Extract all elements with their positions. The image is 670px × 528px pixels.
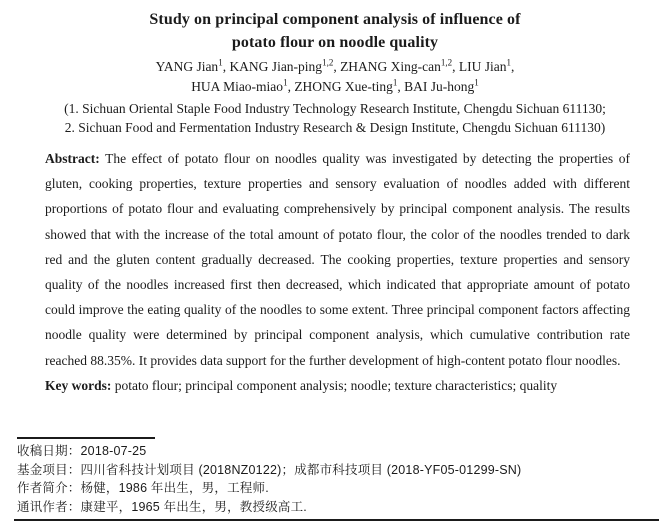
footnote-text: 康建平，1965 年出生，男，教授级高工. [80, 499, 307, 514]
footnotes-block [17, 442, 657, 516]
footnote-row-received-date [17, 442, 657, 461]
title-line-1: Study on principal component analysis of influence of [149, 11, 521, 28]
footnote-label: 作者简介： [17, 481, 81, 496]
author-superscript: 1,2 [322, 57, 334, 68]
author-name: LIU Jian [458, 59, 507, 74]
footnote-row-author-bio [17, 479, 657, 498]
footnote-label: 通讯作者： [17, 499, 81, 514]
footnote-separator-rule [17, 437, 155, 439]
paper-title [0, 8, 670, 54]
footnote-label: 基金项目： [17, 462, 81, 477]
abstract-section [45, 146, 630, 398]
author-name: ZHANG Xing-can [340, 59, 441, 74]
author-name: ZHONG Xue-ting [294, 79, 393, 94]
footnote-text: 四川省科技计划项目 (2018NZ0122)；成都市科技项目 (2018-YF05-01299-SN) [80, 462, 522, 477]
footnote-label: 收稿日期： [17, 444, 81, 458]
author-separator: , [511, 59, 515, 74]
footnote-row-fund-project [17, 461, 657, 480]
affiliation-line-2: 2. Sichuan Food and Fermentation Industry Research & Design Institute, Chengdu Sichuan 611130) [64, 120, 606, 135]
abstract-label: Abstract: [45, 151, 100, 166]
author-separator: , [287, 79, 295, 94]
footnote-text: 杨健，1986 年出生，男，工程师. [80, 481, 269, 496]
author-separator: , [222, 59, 230, 74]
footnote-text: 2018-07-25 [80, 444, 147, 458]
keywords-text: potato flour; principal component analysis; noodle; texture characteristics; quality [111, 377, 558, 393]
authors-line-1 [0, 57, 670, 77]
author-separator: , [397, 79, 405, 94]
author-name: KANG Jian-ping [229, 59, 323, 74]
affiliation-line-1: (1. Sichuan Oriental Staple Food Industry Technology Research Institute, Chengdu Sichuan 611130; [64, 101, 606, 116]
author-superscript: 1 [218, 57, 223, 68]
author-name: HUA Miao-miao [191, 79, 284, 94]
author-separator: , [452, 59, 459, 74]
author-superscript: 1 [506, 57, 512, 68]
authors-block [0, 57, 670, 97]
keywords-paragraph [45, 373, 630, 398]
author-separator: , [333, 59, 341, 74]
author-superscript: 1 [283, 77, 288, 88]
authors-line-2 [0, 77, 670, 97]
footnote-row-corresponding-author [17, 498, 657, 517]
author-superscript: 1,2 [440, 57, 453, 68]
bottom-rule [14, 519, 659, 521]
author-name: BAI Ju-hong [404, 79, 475, 94]
abstract-paragraph [45, 146, 630, 373]
author-name: YANG Jian [155, 59, 219, 74]
author-superscript: 1 [474, 77, 479, 88]
keywords-label: Key words: [45, 377, 112, 393]
author-superscript: 1 [392, 77, 398, 88]
affiliations-block [0, 99, 670, 137]
title-line-2: potato flour on noodle quality [231, 34, 439, 51]
abstract-text: The effect of potato flour on noodles quality was investigated by detecting the properties of gluten, cooking properties, texture properties and sensory evaluation of noodles added with different proportions of potato flour and evaluating comprehensively by principal component analysis. The results showed that with the increase of the total amount of potato flour, the color of the noodles trended to dark red and the gluten content gradually decreased. The cooking properties, texture properties and sensory quality of the noodles increased first then decreased, which indicated that appropriate amount of potato could improve the eating quality of the noodles to some extent. Three principal component factors affecting noodle quality were determined by principal component analysis, which cumulative contribution rate reached 88.35%. It provides data support for the further development of high-content potato flour noodles. [45, 151, 630, 368]
